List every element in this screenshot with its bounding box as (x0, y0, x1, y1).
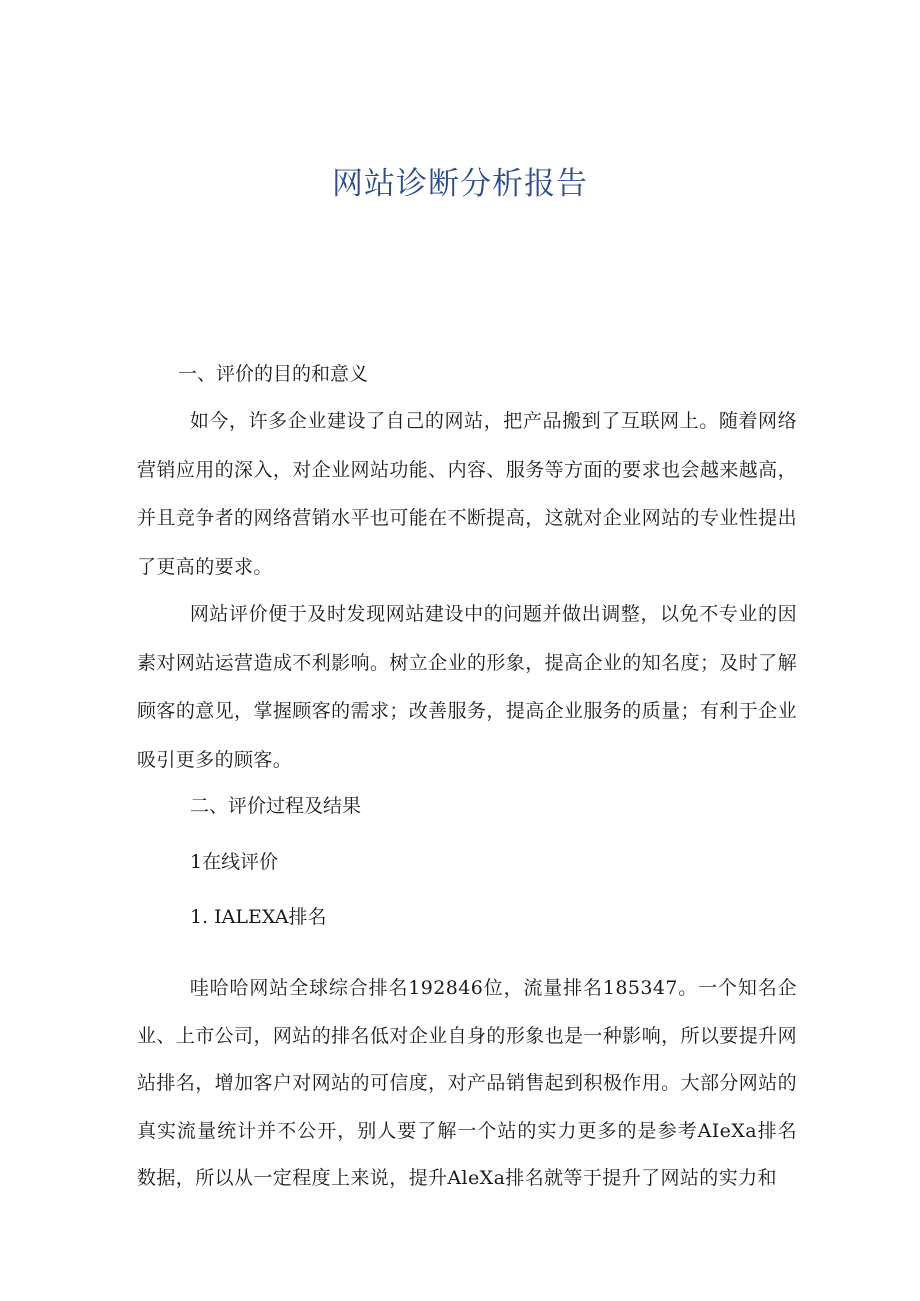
section-heading-2: 二、评价过程及结果 (190, 795, 362, 817)
subsection-heading-1: 1在线评价 (190, 851, 279, 873)
section-heading-1: 一、评价的目的和意义 (178, 363, 369, 385)
paragraph-1: 如今，许多企业建设了自己的网站，把产品搬到了互联网上。随着网络营销应用的深入，对企业网站功能、内容、服务等方面的要求也会越来越高，并且竞争者的网络营销水平也可能在不断提高，这就对企业网站的专业性提出了更高的要求。 (137, 410, 797, 578)
subsection-heading-2: 1. IALEXA排名 (190, 906, 327, 928)
document-title: 网站诊断分析报告 (332, 166, 588, 202)
paragraph-2: 网站评价便于及时发现网站建设中的问题并做出调整，以免不专业的因素对网站运营造成不利影响。树立企业的形象，提高企业的知名度；及时了解顾客的意见，掌握顾客的需求；改善服务，提高企业服务的质量；有利于企业吸引更多的顾客。 (137, 603, 797, 771)
paragraph-3: 哇哈哈网站全球综合排名192846位，流量排名185347。一个知名企业、上市公司，网站的排名低对企业自身的形象也是一种影响，所以要提升网站排名，增加客户对网站的可信度，对产品销售起到积极作用。大部分网站的真实流量统计并不公开，别人要了解一个站的实力更多的是参考AIeXa排名数据，所以从一定程度上来说，提升AleXa排名就等于提升了网站的实力和 (137, 977, 797, 1189)
